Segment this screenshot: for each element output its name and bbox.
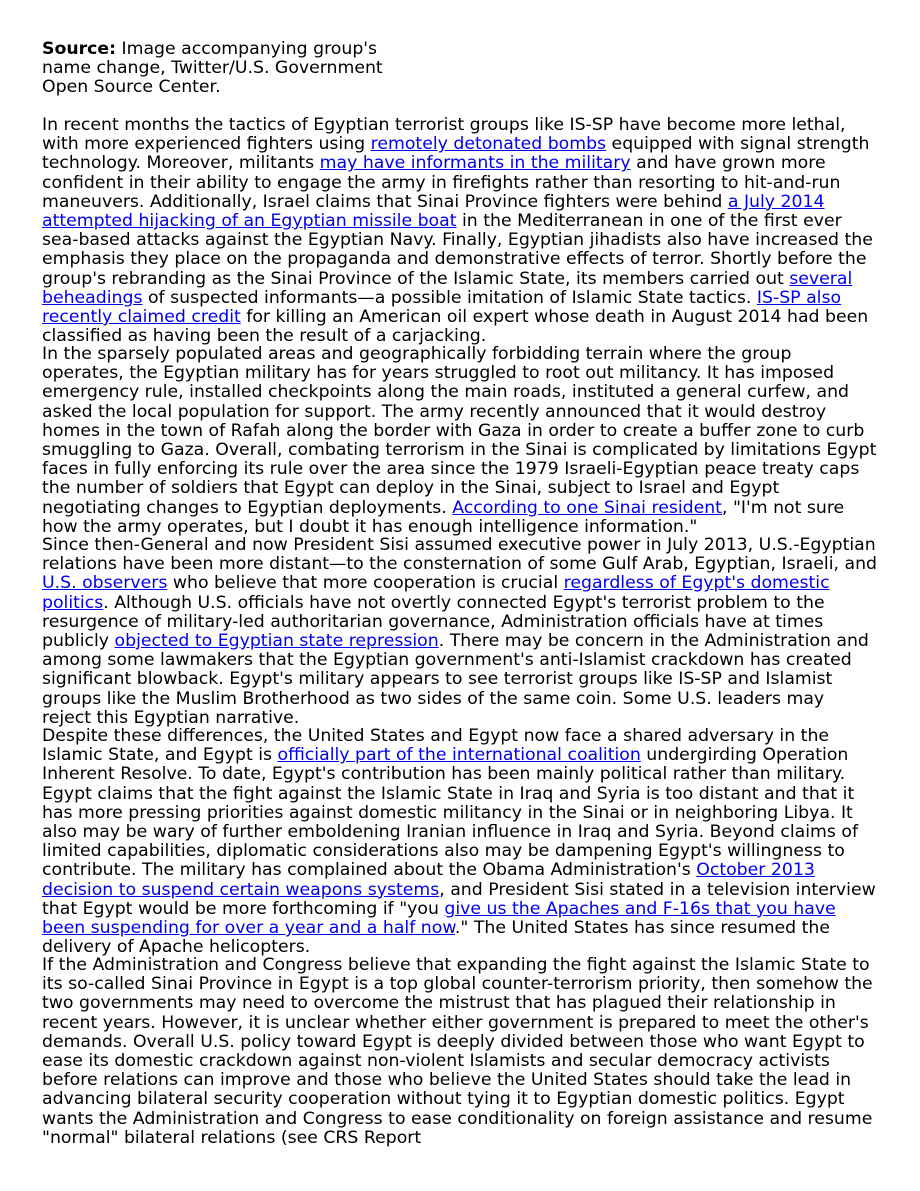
- link-july-2014-hijacking[interactable]: a July 2014 attempted hijacking of an Egyptian missile boat: [42, 191, 825, 232]
- link-remotely-detonated-bombs[interactable]: remotely detonated bombs: [370, 134, 607, 155]
- paragraph-text: who believe that more cooperation is crucial: [167, 573, 564, 594]
- paragraph-coalition: [42, 727, 878, 957]
- link-is-sp-claimed-credit[interactable]: IS-SP also recently claimed credit: [42, 287, 842, 328]
- paragraph-relations: [42, 536, 878, 728]
- paragraph-tactics: [42, 116, 878, 346]
- paragraph-text: , "I'm not sure how the army operates, but I doubt it has enough intelligence information.": [42, 497, 845, 537]
- link-state-repression[interactable]: objected to Egyptian state repression: [114, 631, 439, 652]
- link-apaches-f16s[interactable]: give us the Apaches and F-16s that you have been suspending for over a year and a half now: [42, 898, 836, 939]
- paragraph-text: Since then-General and now President Sisi assumed executive power in July 2013, U.S.-Egyptian relations have been more distant—to the consternation of some Gulf Arab, Egyptian, Israeli, and: [42, 535, 878, 575]
- paragraph-text: In the sparsely populated areas and geographically forbidding terrain where the group operates, the Egyptian military has for years struggled to root out militancy. It has imposed emergency rule, installed checkpoints along the main roads, instituted a general curfew, and asked the local population for support. The army recently announced that it would destroy homes in the town of Rafah along the border with Gaza in order to create a buffer zone to curb smuggling to Gaza. Overall, combating terrorism in the Sinai is complicated by limitations Egypt faces in fully enforcing its rule over the area since the 1979 Israeli-Egyptian peace treaty caps the number of soldiers that Egypt can deploy in the Sinai, subject to Israel and Egypt negotiating changes to Egyptian deployments.: [42, 344, 877, 518]
- paragraph-text: undergirding Operation Inherent Resolve. To date, Egypt's contribution has been mainly political rather than military. Egypt claims that the fight against the Islamic State in Iraq and Syria is too distant and that it has more pressing priorities against domestic militancy in the Sinai or in neighboring Libya. It also may be wary of further emboldening Iranian influence in Iraq and Syria. Beyond claims of limited capabilities, diplomatic considerations also may be dampening Egypt's willingness to contribute. The military has complained about the Obama Administration's: [42, 745, 859, 881]
- paragraph-text: . There may be concern in the Administration and among some lawmakers that the Egyptian government's anti-Islamist crackdown has created significant blowback. Egypt's military appears to see terrorist groups like IS-SP and Islamist groups like the Muslim Brotherhood as two sides of the same coin. Some U.S. leaders may reject this Egyptian narrative.: [42, 631, 869, 728]
- paragraph-text: Despite these differences, the United States and Egypt now face a shared adversary in the Islamic State, and Egypt is: [42, 726, 830, 766]
- paragraph-text: in the Mediterranean in one of the first ever sea-based attacks against the Egyptian Navy. Finally, Egyptian jihadists also have increased the emphasis they place on the propaganda and demonstrative effects of terror. Shortly before the group's rebranding as the Sinai Province of the Islamic State, its members carried out: [42, 211, 873, 289]
- paragraph-text: In recent months the tactics of Egyptian terrorist groups like IS-SP have become more lethal, with more experienced fighters using: [42, 115, 846, 155]
- paragraph-text: If the Administration and Congress believe that expanding the fight against the Islamic State to its so-called Sinai Province in Egypt is a top global counter-terrorism priority, then somehow the two governments may need to overcome the mistrust that has plagued their relationship in recent years. However, it is unclear whether either government is prepared to meet the other's demands. Overall U.S. policy toward Egypt is deeply divided between those who want Egypt to ease its domestic crackdown against non-violent Islamists and secular democracy activists before relations can improve and those who believe the United States should take the lead in advancing bilateral security cooperation without tying it to Egyptian domestic politics. Egypt wants the Administration and Congress to ease conditionality on foreign assistance and resume "normal" bilateral relations (see CRS Report: [42, 955, 873, 1148]
- paragraph-text: of suspected informants—a possible imitation of Islamic State tactics.: [142, 287, 757, 308]
- link-several-beheadings[interactable]: several beheadings: [42, 268, 853, 308]
- link-weapons-suspension[interactable]: October 2013 decision to suspend certain weapons systems: [42, 860, 815, 900]
- source-label: Source:: [42, 39, 117, 59]
- link-informants-in-military[interactable]: may have informants in the military: [319, 153, 631, 174]
- paragraph-text: ." The United States has since resumed the delivery of Apache helicopters.: [42, 918, 830, 958]
- paragraph-text: and have grown more confident in their ability to engage the army in firefights rather than resorting to hit-and-run maneuvers. Additionally, Israel claims that Sinai Province fighters were behind: [42, 153, 841, 212]
- source-caption: [42, 40, 422, 98]
- paragraph-text: . Although U.S. officials have not overtly connected Egypt's terrorist problem to the resurgence of military-led authoritarian governance, Administration officials have at times publicly: [42, 592, 825, 652]
- paragraph-text: equipped with signal strength technology. Moreover, militants: [42, 134, 870, 174]
- link-sinai-resident[interactable]: According to one Sinai resident: [452, 497, 722, 518]
- paragraph-policy: [42, 956, 878, 1148]
- paragraph-military: [42, 345, 878, 537]
- link-us-observers[interactable]: U.S. observers: [42, 573, 168, 594]
- link-domestic-politics[interactable]: regardless of Egypt's domestic politics: [42, 573, 830, 613]
- paragraph-text: for killing an American oil expert whose death in August 2014 had been classified as having been the result of a carjacking.: [42, 307, 869, 347]
- paragraph-text: , and President Sisi stated in a television interview that Egypt would be more forthcoming if "you: [42, 879, 876, 919]
- link-international-coalition[interactable]: officially part of the international coalition: [277, 745, 641, 766]
- source-text: Image accompanying group's name change, Twitter/U.S. Government Open Source Center.: [42, 39, 383, 98]
